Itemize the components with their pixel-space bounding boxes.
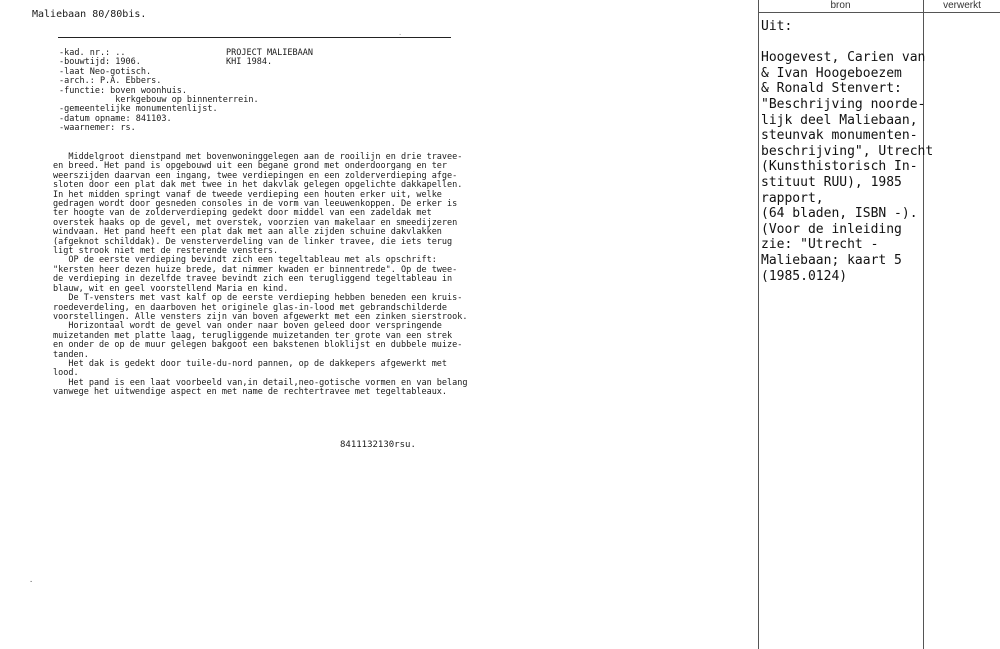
- body-text-line: ter hoogte van de zolderverdieping gedekt door middel van een zadeldak met: [53, 208, 432, 219]
- body-text-line: Horizontaal wordt de gevel van onder naar boven geleed door verspringende: [53, 321, 442, 332]
- document-footer-code: 8411132130rsu.: [340, 440, 416, 450]
- metadata-line: -laat Neo-gotisch.: [59, 66, 152, 77]
- body-text-line: lood.: [53, 368, 79, 379]
- bron-text-line: beschrijving", Utrecht: [761, 143, 934, 159]
- body-text-line: en onder de op de muur gelegen bakgoot een bakstenen bloklijst en dubbele muize-: [53, 340, 463, 351]
- table-header-rule: [758, 12, 1000, 13]
- body-text-line: (afgeknot schilddak). De vensterverdeling van de linker travee, die iets terug: [53, 236, 453, 247]
- header-rule: [58, 37, 451, 38]
- stray-dot-mark: ·: [29, 578, 34, 586]
- metadata-line: -datum opname: 841103.: [59, 113, 172, 124]
- body-text-line: sloten door een plat dak met twee in het dakvlak gelegen opgelichte dakkapellen.: [53, 180, 463, 191]
- bron-text-line: (Voor de inleiding: [761, 221, 902, 237]
- bron-text-line: stituut RUU), 1985: [761, 174, 902, 190]
- bron-source-text: [761, 19, 933, 284]
- bron-text-line: (64 bladen, ISBN -).: [761, 206, 918, 222]
- body-text-line: vanwege het uitwendige aspect en met name de rechtertravee met tegeltableaux.: [53, 387, 448, 398]
- source-margin-table: [758, 0, 1000, 649]
- body-text-line: de verdieping in dezelfde travee bevindt zich een terugliggend tegeltableau in: [53, 274, 453, 285]
- bron-text-line: lijk deel Maliebaan,: [761, 112, 918, 128]
- bron-text-line: Hoogevest, Carien van: [761, 50, 926, 66]
- body-text-line: voorstellingen. Alle vensters zijn van boven afgewerkt met een zinken sierstrook.: [53, 311, 468, 322]
- body-text-line: blauw, wit en geel voorstellend Maria en kind.: [53, 283, 289, 294]
- bron-text-line: zie: "Utrecht -: [761, 237, 879, 253]
- bron-text-line: Uit:: [761, 19, 793, 34]
- body-text-line: windvaan. Het pand heeft een plat dak met aan alle zijden schuine dakvlakken: [53, 227, 442, 238]
- body-text-line: Het dak is gedekt door tuile-du-nord pannen, op de dakkepers afgewerkt met: [53, 358, 448, 369]
- document-header-title: Maliebaan 80/80bis.: [32, 9, 147, 20]
- project-line: KHI 1984.: [226, 57, 273, 68]
- body-text-line: Middelgroot dienstpand met bovenwoninggelegen aan de rooilijn en drie travee-: [53, 152, 463, 162]
- description-body: [53, 153, 468, 398]
- metadata-line: -arch.: P.A. Ebbers.: [59, 76, 162, 87]
- column-header-verwerkt: verwerkt: [943, 0, 981, 11]
- body-text-line: ligt strook niet met de resterende vensters.: [53, 246, 279, 257]
- bron-text-line: & Ivan Hoogeboezem: [761, 65, 902, 81]
- bron-text-line: (Kunsthistorisch In-: [761, 159, 918, 175]
- body-text-line: overstek haaks op de gevel, met overstek, voorzien van makelaar en smeedijzeren: [53, 217, 458, 228]
- body-text-line: roedeverdeling, en daarboven het originele glas-in-lood met gebrandschilderde: [53, 302, 448, 313]
- body-text-line: Het pand is een laat voorbeeld van,in detail,neo-gotische vormen en van belang: [53, 377, 468, 388]
- bron-text-line: rapport,: [761, 190, 824, 206]
- body-text-line: In het midden springt vanaf de tweede verdieping een houten erker uit, welke: [53, 189, 442, 200]
- column-header-bron: bron: [830, 0, 851, 11]
- metadata-line: -waarnemer: rs.: [59, 123, 136, 134]
- stray-mark: ·: [398, 31, 403, 39]
- project-block: [226, 49, 313, 68]
- metadata-line: kerkgebouw op binnenterrein.: [59, 95, 259, 106]
- bron-text-line: [761, 35, 933, 51]
- metadata-line: -bouwtijd: 1906.: [59, 57, 141, 68]
- body-text-line: OP de eerste verdieping bevindt zich een tegeltableau met als opschrift:: [53, 255, 437, 266]
- metadata-line: -kad. nr.: ..: [59, 48, 126, 58]
- bron-text-line: "Beschrijving noorde-: [761, 96, 926, 112]
- body-text-line: tanden.: [53, 349, 89, 360]
- body-text-line: weerszijden daarvan een ingang, twee verdiepingen en een zolderverdieping afge-: [53, 170, 458, 181]
- table-left-border: [758, 0, 759, 649]
- body-text-line: muizetanden met platte laag, terugliggende muizetanden ter grote van een strek: [53, 330, 453, 341]
- body-text-line: "kersten heer dezen huize brede, dat nimmer kwaden er binnentrede". Op de twee-: [53, 264, 458, 275]
- body-text-line: De T-vensters met vast kalf op de eerste verdieping hebben beneden een kruis-: [53, 293, 463, 304]
- body-text-line: gedragen wordt door gesneden consoles in de vorm van leeuwenkoppen. De erker is: [53, 199, 458, 210]
- project-line: PROJECT MALIEBAAN: [226, 48, 313, 58]
- metadata-line: -functie: boven woonhuis.: [59, 85, 187, 96]
- bron-text-line: & Ronald Stenvert:: [761, 81, 902, 97]
- body-text-line: en breed. Het pand is opgebouwd uit een begane grond met onderdoorgang en ter: [53, 161, 448, 172]
- metadata-line: -gemeentelijke monumentenlijst.: [59, 104, 218, 115]
- bron-text-line: Maliebaan; kaart 5: [761, 252, 902, 268]
- bron-text-line: (1985.0124): [761, 268, 848, 284]
- bron-text-line: steunvak monumenten-: [761, 128, 918, 144]
